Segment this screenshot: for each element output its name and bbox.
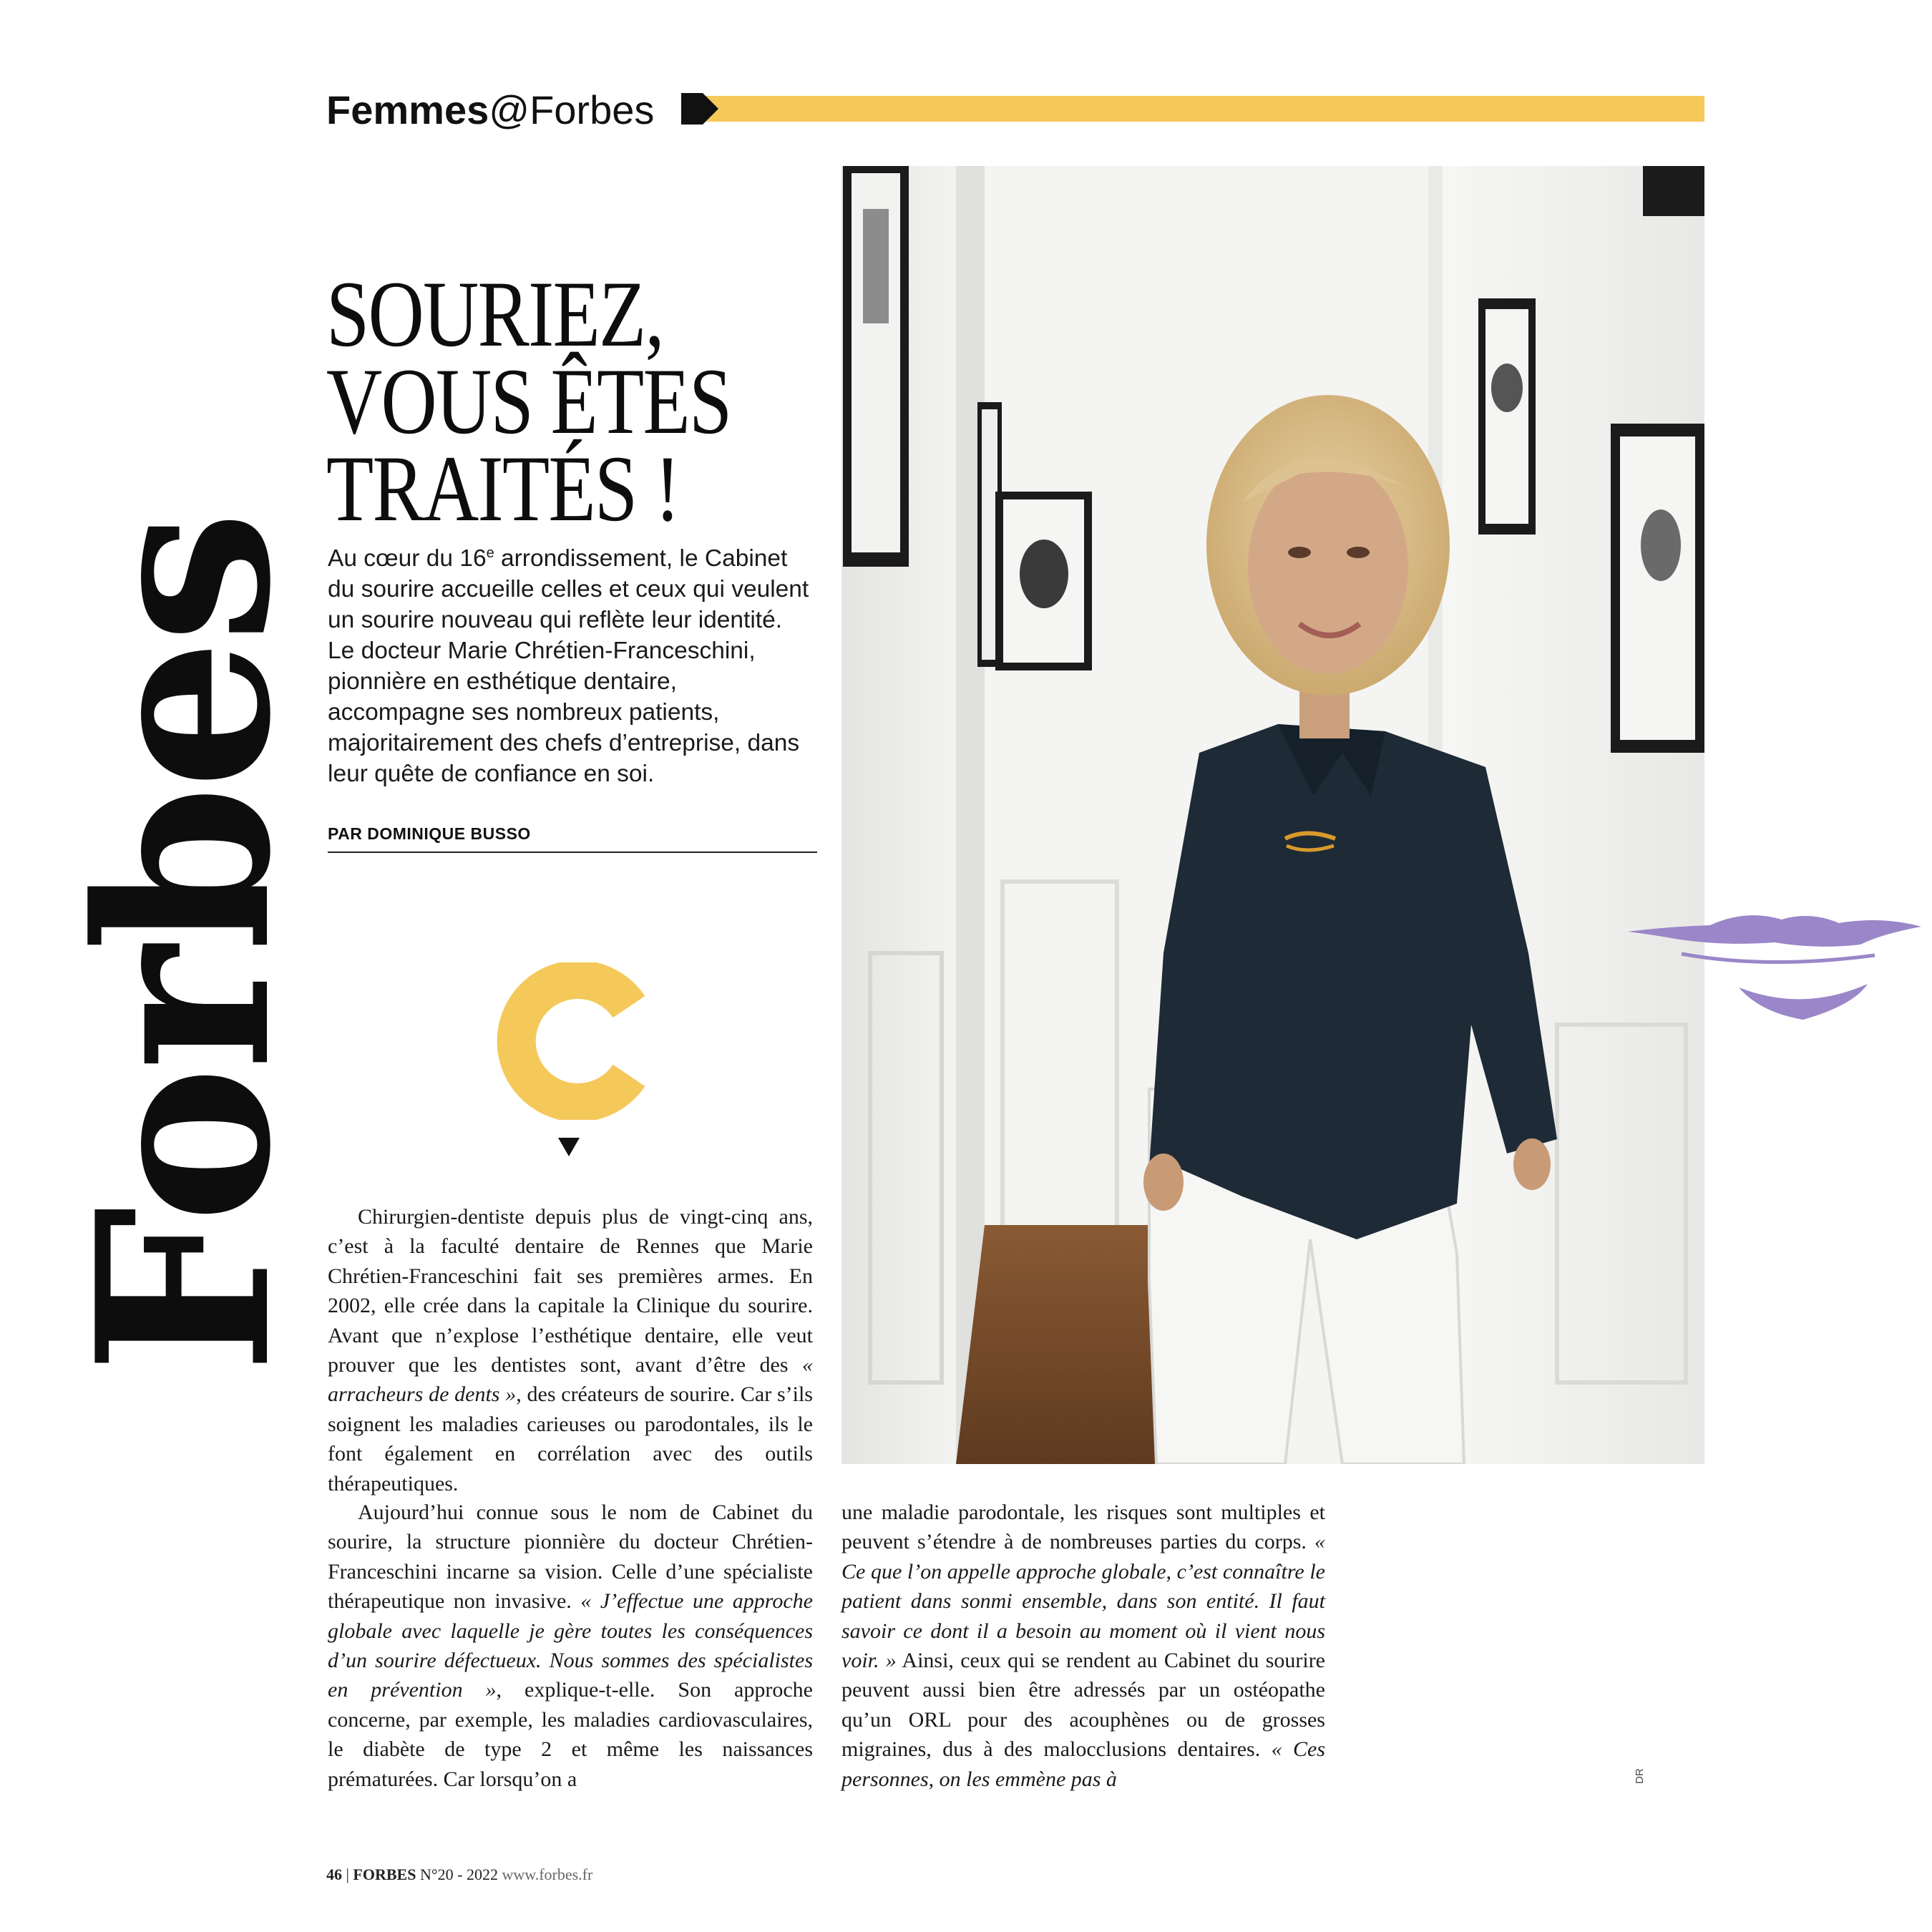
lead-superscript: e xyxy=(486,545,494,561)
page-folio xyxy=(326,1865,592,1885)
section-name-bold: Femmes xyxy=(326,87,489,132)
body-paragraph-3 xyxy=(841,1498,1325,1794)
byline: PAR DOMINIQUE BUSSO xyxy=(328,824,531,843)
dropcap-letter-c xyxy=(495,962,653,1120)
magazine-name: FORBES xyxy=(353,1865,416,1883)
photo-credit: DR xyxy=(1634,1768,1646,1784)
headline-line-2: VOUS ÊTES xyxy=(326,348,731,454)
body-paragraph-2 xyxy=(328,1498,813,1794)
p2-text-b: , explique-t-elle. Son approche concerne, par exemple, les maladies cardiovasculaires, le diabète de type 2 et même les naissances prématurées. Car lorsqu’on a xyxy=(328,1678,813,1791)
lead-text-end: arrondissement, le Cabinet du sourire accueille celles et ceux qui veulent un sourire nouveau qui reflète leur identité. Le docteur Marie Chrétien-Franceschini, pionnière en esthétique dentaire, accompagne ses nombreux patients, majoritairement des chefs d’entreprise, dans leur quête de confiance en soi. xyxy=(328,545,809,788)
lead-divider xyxy=(328,852,817,853)
triangle-down-icon xyxy=(558,1138,580,1156)
brand-wordmark-vertical: Forbes xyxy=(45,514,323,1374)
p3-text-a: une maladie parodontale, les risques sont multiples et peuvent s’étendre à de nombreuses parties du corps. xyxy=(841,1501,1325,1554)
headline-line-1: SOURIEZ, xyxy=(326,261,663,366)
dropcap-letter-text: C xyxy=(495,962,496,963)
p2-quote: « J’effectue une approche globale avec laquelle je gère toutes les conséquences d’un sourire défectueux. Nous sommes des spécialistes en prévention » xyxy=(328,1589,813,1702)
p1-text-a: Chirurgien-dentiste depuis plus de vingt-cinq ans, c’est à la faculté dentaire de Rennes que Marie Chrétien-Franceschini fait ses premières armes. En 2002, elle crée dans la capitale la Clinique du sourire. Avant que n’explose l’esthétique dentaire, elle veut prouver que les dentistes sont, avant d’être des xyxy=(328,1205,813,1377)
p2-text-a: Aujourd’hui connue sous le nom de Cabinet du sourire, la structure pionnière du docteur Chrétien-Franceschini incarne sa vision. Celle d’une spécialiste thérapeutique non invasive. xyxy=(328,1501,813,1614)
p3-text-b: Ainsi, ceux qui se rendent au Cabinet du sourire peuvent aussi bien être adressés par un ostéopathe qu’un ORL pour des acouphènes ou de grosses migraines, dus à des malocclusions dentaires. xyxy=(841,1649,1325,1762)
portrait-photo xyxy=(841,166,1704,1464)
p1-text-b: , des créateurs de sourire. Car s’ils soignent les maladies carieuses ou parodontales, ils le font également en corrélation avec des outils thérapeutiques. xyxy=(328,1382,813,1496)
p1-quote: « arracheurs de dents » xyxy=(328,1353,813,1407)
article-headline xyxy=(326,261,748,541)
website-url: www.forbes.fr xyxy=(502,1865,593,1883)
folio-separator: | xyxy=(342,1865,353,1883)
p3-quote: « Ce que l’on appelle approche globale, c’est connaître le patient dans sonmi ensemble, dans son entité. Il faut savoir ce dont il a besoin au moment où il vient nous voir. » xyxy=(841,1530,1325,1673)
issue-info: N°20 - 2022 xyxy=(416,1865,502,1883)
lips-logo-icon xyxy=(1624,905,1925,1030)
lead-text-start: Au cœur du 16 xyxy=(328,545,487,572)
section-header-bar xyxy=(681,93,1704,125)
headline-line-3: TRAITÉS ! xyxy=(326,436,680,541)
article-lead xyxy=(328,538,814,789)
body-paragraph-1 xyxy=(328,1202,813,1498)
section-title xyxy=(326,84,654,136)
section-name-light: @Forbes xyxy=(489,87,655,132)
page-number: 46 xyxy=(326,1865,342,1883)
p3-quote-2: « Ces personnes, on les emmène pas à xyxy=(841,1737,1326,1791)
